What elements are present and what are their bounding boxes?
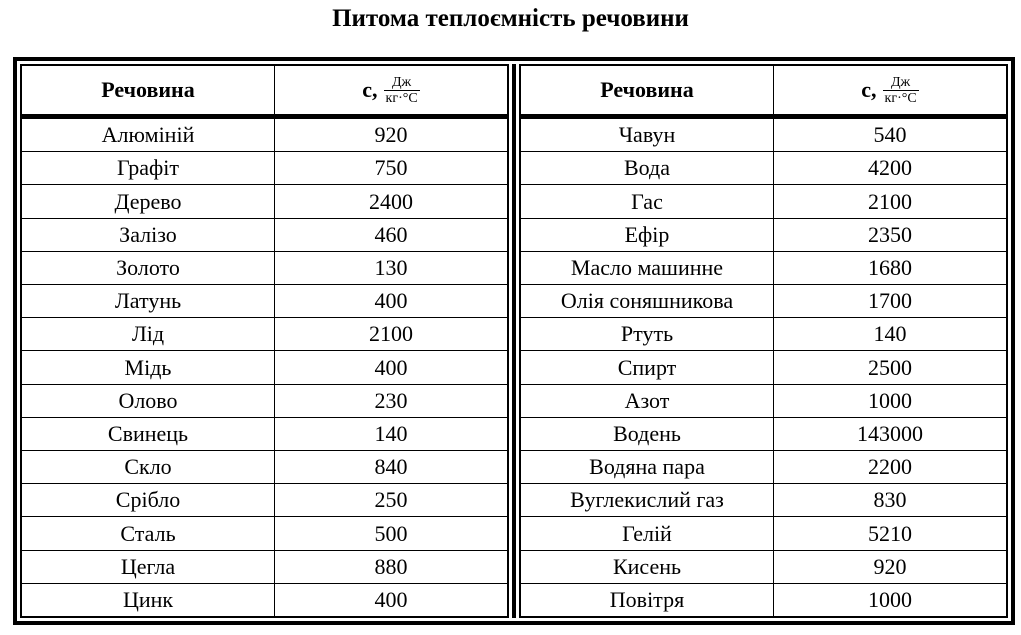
table-row [521, 583, 1006, 616]
header-specific-heat [774, 66, 1006, 114]
value-cell: 2350 [868, 221, 912, 247]
substance-cell: Азот [521, 385, 774, 417]
table-row [22, 251, 507, 284]
value-cell: 2400 [369, 188, 413, 214]
substance-cell: Мідь [22, 351, 275, 383]
substance-cell: Повітря [521, 584, 774, 616]
table-row [22, 550, 507, 583]
value-cell: 1680 [868, 254, 912, 280]
substance-cell: Вуглекислий газ [521, 484, 774, 516]
table-row [521, 350, 1006, 383]
page-title: Питома теплоємність речовини [332, 5, 689, 32]
table-row [521, 450, 1006, 483]
unit-fraction [883, 75, 919, 106]
substance-cell: Залізо [22, 219, 275, 251]
substance-cell: Золото [22, 252, 275, 284]
unit-denominator: кг·°С [385, 90, 418, 106]
substance-cell: Срібло [22, 484, 275, 516]
table-row [521, 184, 1006, 217]
substance-cell: Алюміній [22, 119, 275, 151]
substance-cell: Ефір [521, 219, 774, 251]
table-row [521, 550, 1006, 583]
substance-cell: Цегла [22, 551, 275, 583]
table-row [22, 450, 507, 483]
substance-cell: Цинк [22, 584, 275, 616]
substance-cell: Лід [22, 318, 275, 350]
value-cell: 750 [374, 155, 408, 181]
table-row [22, 516, 507, 549]
header-substance: Речовина [521, 66, 774, 114]
value-cell: 830 [873, 487, 907, 513]
table-header-row [521, 66, 1006, 119]
header-symbol: c, [861, 77, 877, 102]
substance-cell: Свинець [22, 418, 275, 450]
substance-cell: Сталь [22, 517, 275, 549]
value-cell: 143000 [857, 420, 923, 446]
value-cell: 400 [374, 586, 408, 612]
table-row [22, 119, 507, 151]
value-cell: 400 [374, 288, 408, 314]
header-symbol: c, [362, 77, 378, 102]
table-row [22, 284, 507, 317]
header-substance: Речовина [22, 66, 275, 114]
table-row [521, 516, 1006, 549]
value-cell: 2100 [369, 321, 413, 347]
table-header-row [22, 66, 507, 119]
table-row [22, 417, 507, 450]
value-cell: 540 [873, 122, 907, 148]
unit-fraction [384, 75, 420, 106]
table-body-left [22, 119, 507, 616]
value-cell: 250 [374, 487, 408, 513]
substance-cell: Дерево [22, 185, 275, 217]
substance-cell: Латунь [22, 285, 275, 317]
substance-cell: Кисень [521, 551, 774, 583]
substance-cell: Олія соняшникова [521, 285, 774, 317]
substance-cell: Гас [521, 185, 774, 217]
table-row [521, 384, 1006, 417]
value-cell: 920 [374, 122, 408, 148]
table-row [521, 483, 1006, 516]
value-cell: 5210 [868, 520, 912, 546]
substance-cell: Водяна пара [521, 451, 774, 483]
value-cell: 1000 [868, 387, 912, 413]
substance-cell: Спирт [521, 351, 774, 383]
value-cell: 2100 [868, 188, 912, 214]
substance-cell: Гелій [521, 517, 774, 549]
header-specific-heat [275, 66, 507, 114]
table-left-half [20, 64, 509, 618]
table-row [521, 218, 1006, 251]
table-row [521, 251, 1006, 284]
table-row [22, 583, 507, 616]
unit-numerator: Дж [891, 74, 911, 90]
value-cell: 140 [374, 420, 408, 446]
value-cell: 2500 [868, 354, 912, 380]
value-cell: 140 [873, 321, 907, 347]
value-cell: 130 [374, 254, 408, 280]
table-row [22, 317, 507, 350]
value-cell: 880 [374, 553, 408, 579]
value-cell: 1700 [868, 288, 912, 314]
specific-heat-table [13, 57, 1015, 625]
value-cell: 460 [374, 221, 408, 247]
substance-cell: Графіт [22, 152, 275, 184]
value-cell: 920 [873, 553, 907, 579]
substance-cell: Ртуть [521, 318, 774, 350]
table-row [22, 184, 507, 217]
substance-cell: Масло машинне [521, 252, 774, 284]
table-row [22, 218, 507, 251]
value-cell: 840 [374, 454, 408, 480]
table-row [521, 417, 1006, 450]
value-cell: 2200 [868, 454, 912, 480]
value-cell: 400 [374, 354, 408, 380]
table-row [521, 151, 1006, 184]
table-right-half [519, 64, 1008, 618]
substance-cell: Олово [22, 385, 275, 417]
unit-numerator: Дж [392, 74, 412, 90]
substance-cell: Скло [22, 451, 275, 483]
column-divider [512, 64, 516, 618]
value-cell: 1000 [868, 586, 912, 612]
table-row [521, 119, 1006, 151]
table-body-right [521, 119, 1006, 616]
table-row [22, 483, 507, 516]
substance-cell: Водень [521, 418, 774, 450]
table-row [22, 350, 507, 383]
value-cell: 500 [374, 520, 408, 546]
unit-denominator: кг·°С [884, 90, 917, 106]
table-row [22, 151, 507, 184]
substance-cell: Вода [521, 152, 774, 184]
value-cell: 4200 [868, 155, 912, 181]
table-row [521, 317, 1006, 350]
substance-cell: Чавун [521, 119, 774, 151]
value-cell: 230 [374, 387, 408, 413]
table-row [22, 384, 507, 417]
table-row [521, 284, 1006, 317]
